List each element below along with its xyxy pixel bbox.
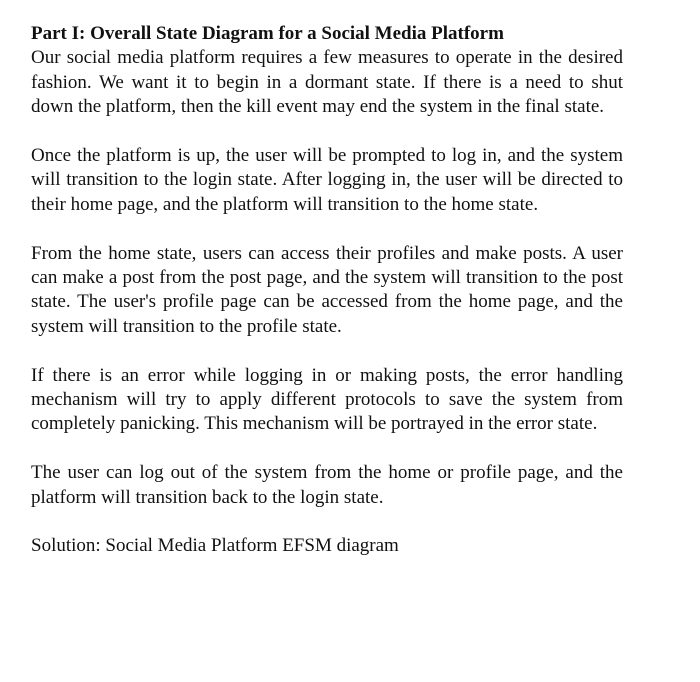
document-page [31,22,623,559]
paragraph-logout: The user can log out of the system from the home or profile page, and the platform will transition back to the login state. [31,462,623,508]
paragraph-intro: Our social media platform requires a few measures to operate in the desired fashion. We want it to begin in a dormant state. If there is a need to shut down the platform, then the kill event may end the system in the final state. [31,47,623,118]
solution-line: Solution: Social Media Platform EFSM diagram [31,535,399,557]
paragraph-error: If there is an error while logging in or making posts, the error handling mechanism will try to apply different protocols to save the system from completely panicking. This mechanism will be portrayed in the error state. [31,364,623,435]
document-heading: Part I: Overall State Diagram for a Social Media Platform [31,23,504,44]
paragraph-login: Once the platform is up, the user will be prompted to log in, and the system will transition to the login state. After logging in, the user will be directed to their home page, and the platform will transition to the home state. [31,145,623,215]
paragraph-home: From the home state, users can access their profiles and make posts. A user can make a post from the post page, and the system will transition to the post state. The user's profile page can be accessed from the home page, and the system will transition to the profile state. [31,242,623,337]
